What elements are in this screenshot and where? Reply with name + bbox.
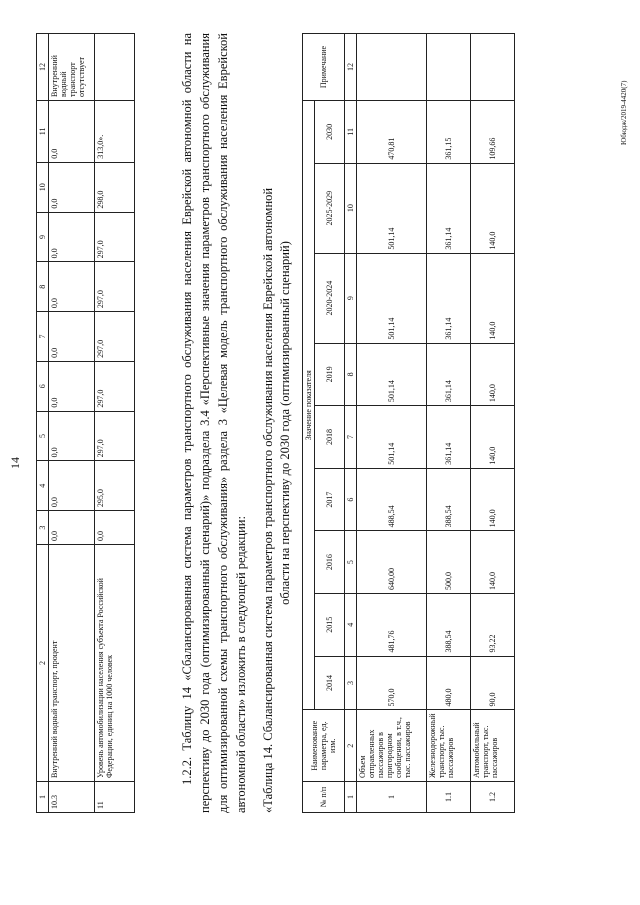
- row-note: [471, 34, 515, 101]
- row-value: 297,0: [95, 212, 135, 262]
- index-cell: 12: [345, 34, 357, 101]
- row-value: 313,0».: [95, 101, 135, 163]
- row-value: 295,0: [95, 461, 135, 511]
- top-col-2: 2: [37, 545, 49, 782]
- row-value: 361,14: [427, 343, 471, 406]
- row-value: 0,0: [49, 411, 95, 461]
- row-value: 501,14: [357, 343, 427, 406]
- main-header-row-1: [303, 34, 315, 813]
- top-col-12: 12: [37, 34, 49, 101]
- row-name: Внутренний водный транспорт, процент: [49, 545, 95, 782]
- row-value: 501,14: [357, 406, 427, 469]
- top-col-1: 1: [37, 782, 49, 813]
- document-footer-code: Юбюдж/2019-4420(7): [620, 80, 628, 145]
- table-row: [471, 34, 515, 813]
- row-name: Уровень автомобилизации населения субъекта Российской Федерации, единиц на 1000 человек: [95, 545, 135, 782]
- row-value: 140,0: [471, 468, 515, 531]
- row-value: 0,0: [49, 162, 95, 212]
- row-number: 1: [357, 782, 427, 813]
- row-value: 640,00: [357, 531, 427, 594]
- index-cell: 2: [345, 710, 357, 782]
- top-col-8: 8: [37, 262, 49, 312]
- row-number: 10.3: [49, 782, 95, 813]
- row-number: 1.2: [471, 782, 515, 813]
- row-value: 501,14: [357, 253, 427, 343]
- header-number: № п/п: [303, 782, 345, 813]
- index-cell: 4: [345, 593, 357, 656]
- row-value: 140,0: [471, 531, 515, 594]
- row-name: Объем отправленных пассажиров в пригородном сообщении, в т.ч., тыс. пассажиров: [357, 710, 427, 782]
- index-cell: 10: [345, 163, 357, 253]
- row-value: 570,0: [357, 656, 427, 710]
- row-value: 297,0: [95, 312, 135, 362]
- top-col-5: 5: [37, 411, 49, 461]
- table-caption-line-2: области на перспективу до 2030 года (оптимизированный сценарий): [278, 241, 292, 605]
- row-value: 388,54: [427, 468, 471, 531]
- row-note: [357, 34, 427, 101]
- row-value: 470,81: [357, 101, 427, 164]
- row-name: Автомобильный транспорт, тыс. пассажиров: [471, 710, 515, 782]
- index-cell: 5: [345, 531, 357, 594]
- row-note: Внутренний водный транспорт отсутствует: [49, 34, 95, 101]
- header-year: 2017: [315, 468, 345, 531]
- row-value: 361,14: [427, 253, 471, 343]
- page-number: 14: [8, 457, 22, 469]
- row-value: 361,14: [427, 163, 471, 253]
- top-table: [36, 33, 135, 813]
- row-value: 109,66: [471, 101, 515, 164]
- index-cell: 11: [345, 101, 357, 164]
- header-year: 2019: [315, 343, 345, 406]
- row-name: Железнодорожный транспорт, тыс. пассажиров: [427, 710, 471, 782]
- row-value: 0,0: [49, 361, 95, 411]
- header-year: 2015: [315, 593, 345, 656]
- header-year: 2025-2029: [315, 163, 345, 253]
- header-value-group: Значение показателя: [303, 101, 315, 711]
- index-cell: 9: [345, 253, 357, 343]
- row-value: 488,54: [357, 468, 427, 531]
- top-col-10: 10: [37, 162, 49, 212]
- header-year: 2014: [315, 656, 345, 710]
- row-value: 140,0: [471, 163, 515, 253]
- row-value: 361,14: [427, 406, 471, 469]
- header-year: 2016: [315, 531, 345, 594]
- row-value: 501,14: [357, 163, 427, 253]
- top-col-11: 11: [37, 101, 49, 163]
- table-caption-line-1: «Таблица 14. Сбалансированная система параметров транспортного обслуживания населения Еврейской автономной: [261, 187, 275, 813]
- header-parameter: Наименование параметра, ед. изм.: [303, 710, 345, 782]
- row-number: 11: [95, 782, 135, 813]
- row-value: 140,0: [471, 253, 515, 343]
- row-note: [95, 34, 135, 101]
- top-table-header: [37, 34, 49, 813]
- index-cell: 8: [345, 343, 357, 406]
- main-index-row: [345, 34, 357, 813]
- top-col-3: 3: [37, 511, 49, 545]
- row-value: 0,0: [95, 511, 135, 545]
- row-value: 93,22: [471, 593, 515, 656]
- main-table: [302, 33, 515, 813]
- row-value: 0,0: [49, 212, 95, 262]
- row-value: 361,15: [427, 101, 471, 164]
- index-cell: 6: [345, 468, 357, 531]
- index-cell: 3: [345, 656, 357, 710]
- header-note: Примечание: [303, 34, 345, 101]
- row-value: 0,0: [49, 101, 95, 163]
- row-value: 298,0: [95, 162, 135, 212]
- row-value: 388,54: [427, 593, 471, 656]
- main-header-row-2: [315, 34, 345, 813]
- header-year: 2018: [315, 406, 345, 469]
- index-cell: 7: [345, 406, 357, 469]
- row-value: 481,76: [357, 593, 427, 656]
- row-value: 0,0: [49, 312, 95, 362]
- row-value: 140,0: [471, 343, 515, 406]
- row-value: 0,0: [49, 461, 95, 511]
- table-row: [427, 34, 471, 813]
- top-col-7: 7: [37, 312, 49, 362]
- row-value: 140,0: [471, 406, 515, 469]
- row-note: [427, 34, 471, 101]
- amendment-paragraph: 1.2.2. Таблицу 14 «Сбалансированная система параметров транспортного обслуживания населения Еврейской автономной области на перспективу до 2030 года (оптимизированный сценарий)» подраздела 3.4 «Перспективные значения параметров транспортного обслуживания для оптимизированной схемы транспортного обслуживания» раздела 3 «Целевая модель транспортного обслуживания населения Еврейской автономной области» изложить в следующей редакции:: [180, 33, 248, 813]
- index-cell: 1: [345, 782, 357, 813]
- header-year: 2030: [315, 101, 345, 164]
- top-col-6: 6: [37, 361, 49, 411]
- table-row: [357, 34, 427, 813]
- table-row: [49, 34, 95, 813]
- row-value: 297,0: [95, 361, 135, 411]
- row-value: 500,0: [427, 531, 471, 594]
- row-value: 480,0: [427, 656, 471, 710]
- row-value: 0,0: [49, 262, 95, 312]
- row-value: 90,0: [471, 656, 515, 710]
- header-year: 2020-2024: [315, 253, 345, 343]
- row-value: 297,0: [95, 262, 135, 312]
- row-value: 0,0: [49, 511, 95, 545]
- row-value: 297,0: [95, 411, 135, 461]
- row-number: 1.1: [427, 782, 471, 813]
- top-col-4: 4: [37, 461, 49, 511]
- table-row: [95, 34, 135, 813]
- top-col-9: 9: [37, 212, 49, 262]
